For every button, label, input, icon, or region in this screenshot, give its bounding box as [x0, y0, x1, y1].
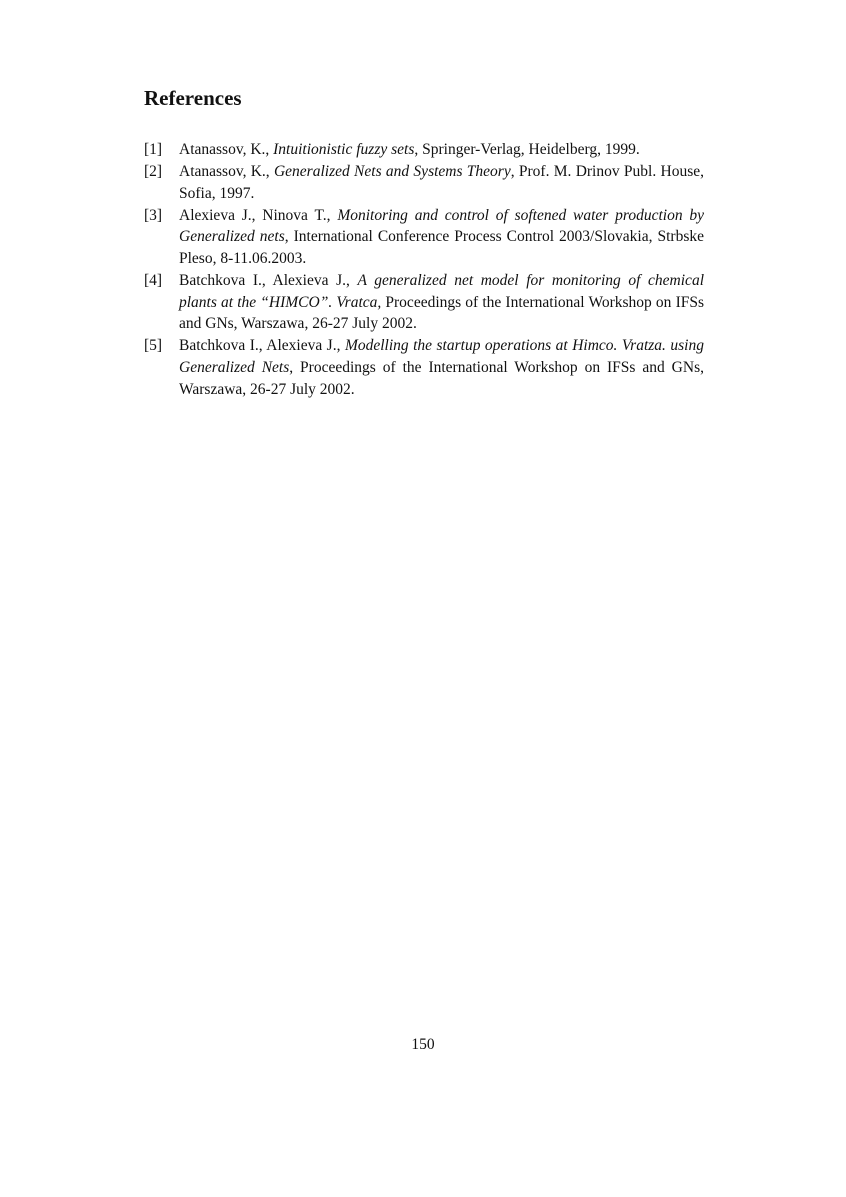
reference-title: Intuitionistic fuzzy sets	[273, 141, 415, 158]
reference-authors: Atanassov, K.,	[179, 141, 274, 158]
reference-item	[144, 335, 704, 400]
reference-details: , Proceedings of the International Workshop on IFSs and GNs, Warszawa, 26-27 July 2002.	[179, 358, 704, 398]
reference-title: Generalized Nets and Systems Theory	[273, 163, 511, 181]
reference-number: [3]	[144, 206, 163, 224]
reference-number: [4]	[144, 272, 163, 290]
reference-number: [1]	[144, 141, 163, 158]
references-heading: References	[144, 86, 242, 110]
reference-details: Proceedings of the International Workshop on IFSs and GNs, Warszawa, 26-27 July 2002.	[179, 293, 705, 333]
reference-text	[179, 335, 704, 400]
reference-text	[179, 139, 704, 161]
reference-item	[144, 205, 704, 270]
reference-details: , Prof. M. Drinov Publ. House, Sofia, 1997.	[179, 163, 704, 202]
reference-title: Monitoring and control of softened water production by Generalized nets	[179, 206, 704, 246]
reference-item	[144, 139, 704, 161]
reference-item	[144, 161, 704, 204]
reference-number: [2]	[144, 163, 163, 181]
reference-text	[179, 270, 704, 335]
reference-item	[144, 270, 704, 335]
reference-authors: Alexieva J., Ninova T.,	[179, 206, 338, 224]
reference-text	[179, 205, 704, 270]
page-number: 150	[411, 1036, 435, 1053]
reference-list	[144, 139, 704, 401]
reference-number: [5]	[144, 337, 163, 355]
reference-title: A generalized net model for monitoring of chemical plants at the “HIMCO”. Vratca,	[179, 272, 704, 311]
reference-authors: Batchkova I., Alexieva J.,	[179, 337, 345, 355]
reference-title: Modelling the startup operations at Himco. Vratza. using Generalized Nets	[179, 337, 704, 376]
reference-details: , Springer-Verlag, Heidelberg, 1999.	[414, 141, 640, 158]
reference-details: , International Conference Process Control 2003/Slovakia, Strbske Pleso, 8-11.06.2003.	[179, 228, 704, 267]
reference-text	[179, 161, 704, 204]
reference-authors: Batchkova I., Alexieva J.,	[179, 272, 358, 290]
reference-authors: Atanassov, K.,	[179, 163, 274, 181]
